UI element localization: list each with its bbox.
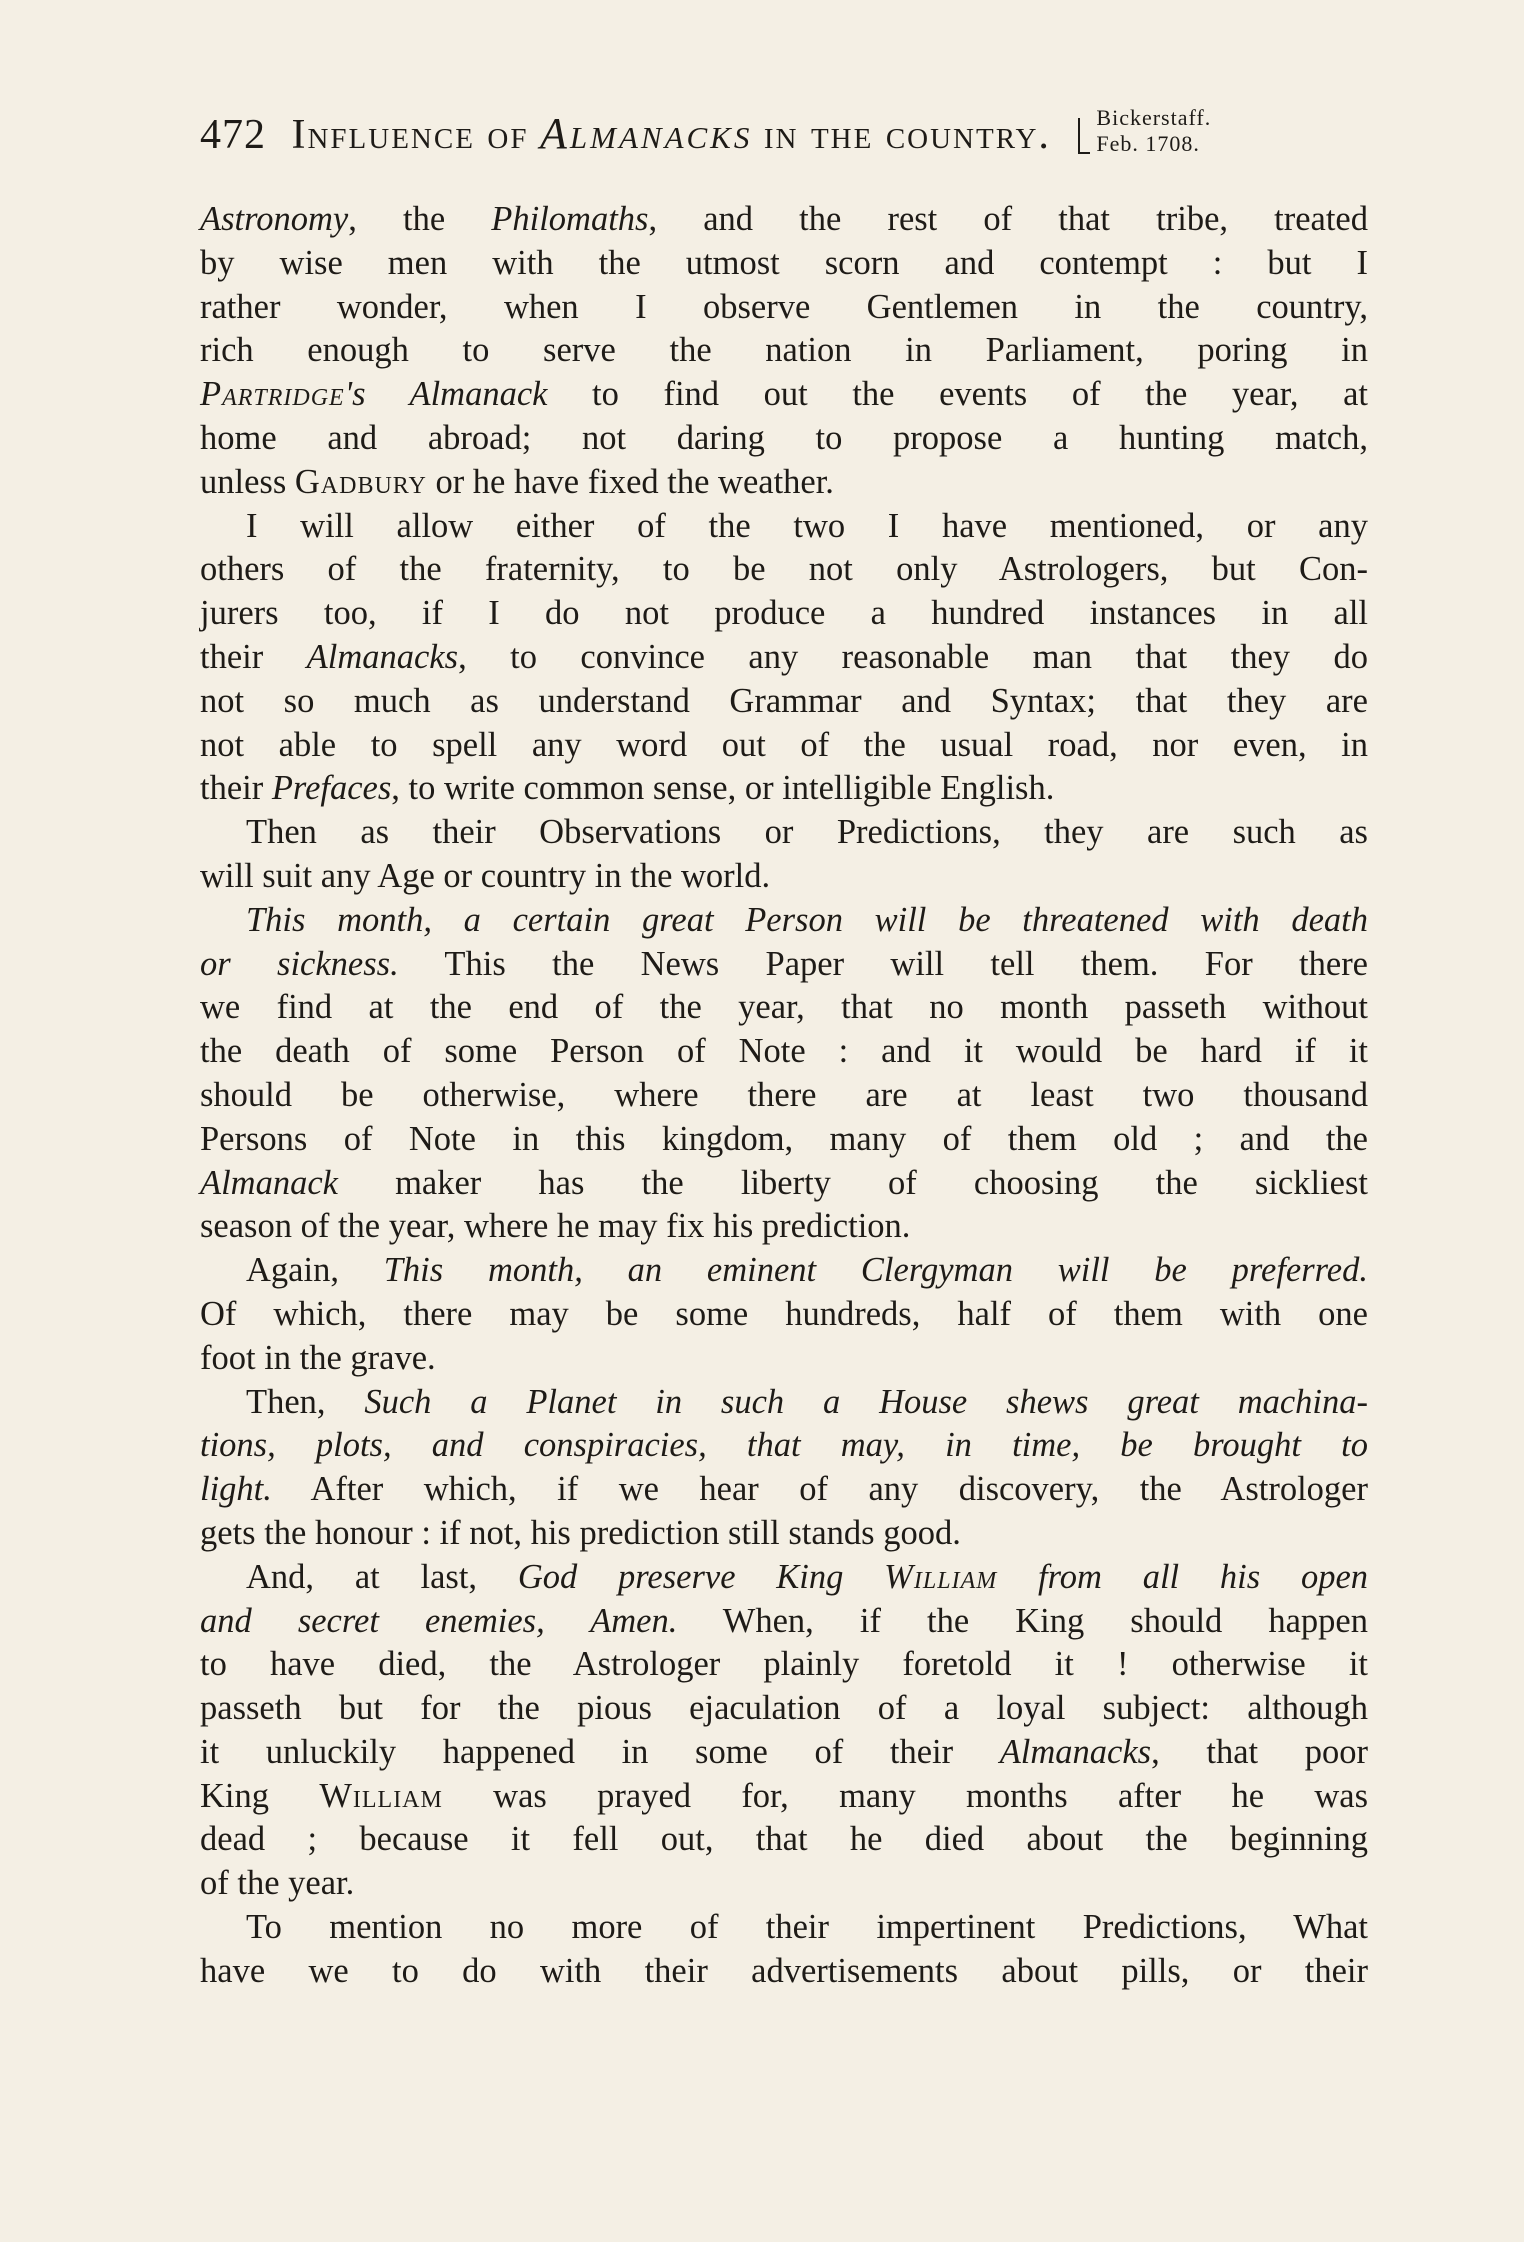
header-side-note <box>1078 104 1228 164</box>
text-line <box>200 855 1368 899</box>
text-line <box>200 680 1368 724</box>
italic-text: Prefaces <box>271 769 392 808</box>
italic-text: This month, an eminent Clergyman will be preferred. <box>383 1251 1368 1290</box>
text-line <box>200 1731 1368 1775</box>
text-line <box>200 1381 1368 1425</box>
text-segment: not able to spell any word out of the usual road, nor even, in <box>200 725 1368 764</box>
text-segment: , to write common sense, or intelligible English. <box>391 769 1055 808</box>
text-segment: to have died, the Astrologer plainly foretold it ! otherwise it <box>200 1645 1368 1684</box>
running-header <box>200 104 1380 164</box>
text-line <box>200 1687 1368 1731</box>
text-line <box>200 636 1368 680</box>
italic-text: Almanacks <box>306 637 459 676</box>
text-segment: Then as their Observations or Predictions, they are such as <box>246 813 1368 852</box>
text-segment: After which, if we hear of any discovery, the Astrologer <box>271 1470 1368 1509</box>
text-line <box>200 286 1368 330</box>
text-segment: jurers too, if I do not produce a hundred instances in all <box>200 594 1368 633</box>
text-line <box>200 1512 1368 1556</box>
italic-text: light. <box>200 1470 272 1509</box>
text-segment: home and abroad; not daring to propose a hunting match, <box>200 418 1368 457</box>
text-segment: unless <box>200 462 295 501</box>
header-title-end: in the country. <box>763 112 1051 158</box>
text-line <box>200 943 1368 987</box>
text-line <box>200 1862 1368 1906</box>
italic-text: tions, plots, and conspiracies, that may, in time, be brought to <box>200 1426 1368 1465</box>
text-segment: maker has the liberty of choosing the sickliest <box>337 1163 1368 1202</box>
text-segment: rather wonder, when I observe Gentlemen in the country, <box>200 287 1368 326</box>
text-line <box>200 899 1368 943</box>
italic-text: or sickness. <box>200 944 399 983</box>
italic-text: Astronomy <box>200 200 349 238</box>
text-line <box>200 461 1368 505</box>
text-line <box>200 1556 1368 1600</box>
text-line <box>200 1818 1368 1862</box>
text-segment: of the year. <box>200 1864 355 1903</box>
text-segment: , the <box>348 200 492 238</box>
text-segment: Of which, there may be some hundreds, half of them with one <box>200 1294 1368 1333</box>
text-segment: And, at last, <box>246 1557 518 1596</box>
text-segment: their <box>200 769 272 808</box>
italic-text: God preserve King <box>517 1557 885 1596</box>
text-line <box>200 329 1368 373</box>
text-segment: their <box>200 637 307 676</box>
text-line <box>200 1468 1368 1512</box>
small-caps-text: William <box>319 1776 443 1815</box>
text-line <box>200 1600 1368 1644</box>
text-line <box>200 505 1368 549</box>
text-segment: others of the fraternity, to be not only Astrologers, but Con- <box>200 550 1368 589</box>
text-line <box>200 1118 1368 1162</box>
italic-text: from all his open <box>997 1557 1369 1596</box>
text-segment: foot in the grave. <box>200 1338 436 1377</box>
text-line <box>200 1074 1368 1118</box>
text-line <box>200 1249 1368 1293</box>
text-line <box>200 767 1368 811</box>
small-caps-text: Gadbury <box>294 462 427 501</box>
body-text <box>200 198 1368 1994</box>
text-segment: rich enough to serve the nation in Parliament, poring in <box>200 331 1368 370</box>
text-segment: the death of some Person of Note : and it would be hard if it <box>200 1032 1368 1071</box>
text-segment: Again, <box>246 1251 384 1290</box>
italic-text: and secret enemies, Amen. <box>200 1601 678 1640</box>
text-segment: not so much as understand Grammar and Syntax; that they are <box>200 681 1368 720</box>
text-line <box>200 1162 1368 1206</box>
text-segment: Persons of Note in this kingdom, many of them old ; and the <box>200 1119 1368 1158</box>
header-title-start: Influence of <box>291 112 529 158</box>
text-segment: To mention no more of their impertinent Predictions, What <box>246 1908 1368 1947</box>
text-segment: gets the honour : if not, his prediction still stands good. <box>200 1513 961 1552</box>
text-line <box>200 548 1368 592</box>
text-segment: Then, <box>246 1382 365 1421</box>
text-line <box>200 811 1368 855</box>
text-line <box>200 986 1368 1030</box>
side-note-author: Bickerstaff. <box>1096 105 1212 130</box>
text-line <box>200 724 1368 768</box>
text-segment: by wise men with the utmost scorn and contempt : but I <box>200 243 1368 282</box>
italic-text: Such a Planet in such a House shews great machina- <box>364 1382 1369 1421</box>
text-segment: it unluckily happened in some of their <box>200 1732 1000 1771</box>
text-line <box>200 198 1368 242</box>
text-segment: This the News Paper will tell them. For there <box>398 944 1368 983</box>
text-segment: , that poor <box>1151 1732 1368 1771</box>
text-line <box>200 1424 1368 1468</box>
text-line <box>200 242 1368 286</box>
text-segment: , to convince any reasonable man that they do <box>458 637 1368 676</box>
text-segment: we find at the end of the year, that no month passeth without <box>200 988 1368 1027</box>
italic-text: This month, a certain great Person will be threatened with death <box>246 900 1368 939</box>
text-segment: season of the year, where he may fix his prediction. <box>200 1207 911 1246</box>
text-line <box>200 1643 1368 1687</box>
text-segment: I will allow either of the two I have mentioned, or any <box>246 506 1368 545</box>
text-line <box>200 1906 1368 1950</box>
page-number: 472 <box>200 112 266 158</box>
italic-text: Almanacks <box>999 1732 1152 1771</box>
italic-text: Partridge <box>200 375 345 414</box>
text-segment: passeth but for the pious ejaculation of a loyal subject: although <box>200 1689 1368 1728</box>
italic-text: 's Almanack <box>344 375 548 414</box>
text-segment: was prayed for, many months after he was <box>442 1776 1368 1815</box>
text-line <box>200 592 1368 636</box>
text-segment: dead ; because it fell out, that he died about the beginning <box>200 1820 1368 1859</box>
text-segment: King <box>200 1776 320 1815</box>
text-line <box>200 1205 1368 1249</box>
text-line <box>200 1337 1368 1381</box>
text-segment: have we to do with their advertisements about pills, or their <box>200 1951 1368 1990</box>
text-segment: will suit any Age or country in the world. <box>200 856 771 895</box>
text-segment: When, if the King should happen <box>677 1601 1368 1640</box>
text-segment: or he have fixed the weather. <box>426 462 834 501</box>
text-line <box>200 1293 1368 1337</box>
text-segment: should be otherwise, where there are at least two thousand <box>200 1075 1368 1114</box>
text-line <box>200 1950 1368 1994</box>
italic-text: Almanack <box>200 1163 338 1202</box>
text-line <box>200 373 1368 417</box>
text-line <box>200 417 1368 461</box>
text-line <box>200 1775 1368 1819</box>
side-note-date: Feb. 1708. <box>1096 131 1200 156</box>
italic-text: William <box>884 1557 998 1596</box>
text-segment: , and the rest of that tribe, treated <box>648 200 1368 238</box>
text-segment: to find out the events of the year, at <box>547 375 1368 414</box>
header-title-italic: Almanacks <box>540 109 753 158</box>
text-line <box>200 1030 1368 1074</box>
italic-text: Philomaths <box>491 200 649 238</box>
bracket-mark <box>1078 118 1090 154</box>
